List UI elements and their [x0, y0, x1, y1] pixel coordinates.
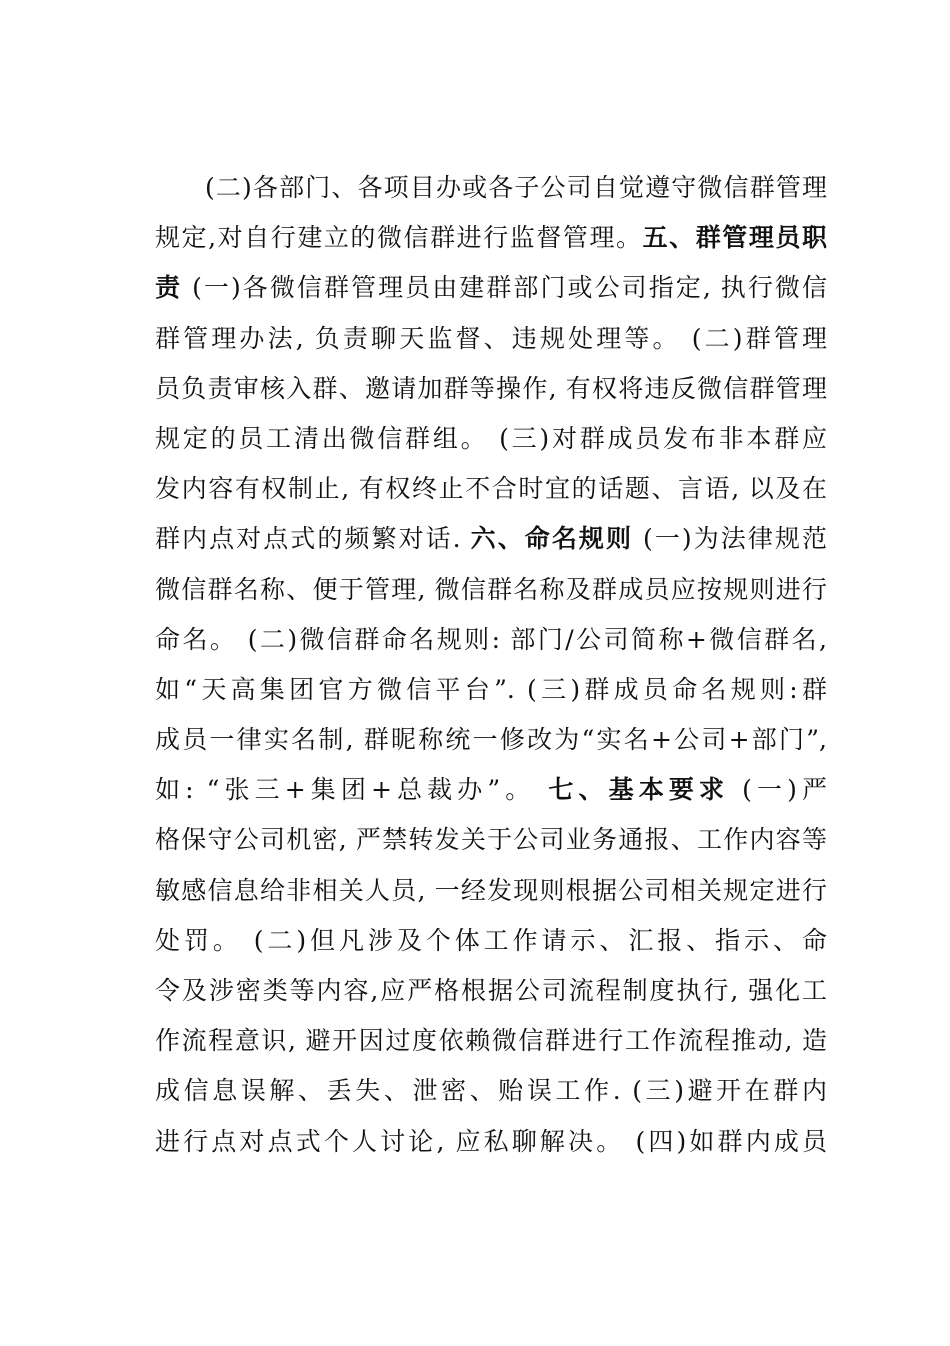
text-segment: 作流程意识, 避开因过度依赖微信群进行工作流程推动, 造 — [155, 1026, 827, 1056]
text-line — [155, 966, 827, 1016]
text-line — [155, 414, 827, 464]
text-line — [155, 163, 827, 213]
text-segment: 群内点对点式的频繁对话. — [155, 524, 471, 554]
section-heading: 责 — [155, 273, 183, 303]
text-line — [155, 1016, 827, 1066]
text-line — [155, 514, 827, 564]
text-segment: (一)严 — [729, 775, 827, 805]
text-segment: 发内容有权制止, 有权终止不合时宜的话题、言语, 以及在 — [155, 474, 827, 504]
text-line — [155, 765, 827, 815]
text-segment: (二)各部门、各项目办或各子公司自觉遵守微信群管理 — [205, 173, 827, 202]
text-segment: 如: “张三+集团+总裁办”。 — [155, 775, 549, 805]
text-segment: 敏感信息给非相关人员, 一经发现则根据公司相关规定进行 — [155, 875, 827, 905]
text-line — [155, 916, 827, 966]
section-heading: 七、基本要求 — [548, 775, 730, 805]
text-segment: 处罚。 (二)但凡涉及个体工作请示、汇报、指示、命 — [155, 925, 827, 955]
text-segment: 令及涉密类等内容,应严格根据公司流程制度执行, 强化工 — [155, 976, 827, 1005]
text-line — [155, 715, 827, 765]
text-segment: 规定,对自行建立的微信群进行监督管理。 — [155, 223, 643, 253]
text-segment: (一)为法律规范 — [633, 524, 827, 554]
text-line — [155, 314, 827, 364]
text-segment: 微信群名称、便于管理, 微信群名称及群成员应按规则进行 — [155, 574, 827, 604]
text-line — [155, 464, 827, 514]
text-line — [155, 1117, 827, 1167]
body-text — [155, 163, 827, 1167]
text-segment: 进行点对点式个人讨论, 应私聊解决。 (四)如群内成员 — [155, 1126, 827, 1156]
text-segment: 规定的员工清出微信群组。 (三)对群成员发布非本群应 — [155, 423, 827, 453]
text-line — [155, 866, 827, 916]
text-segment: 命名。 (二)微信群命名规则: 部门/公司简称+微信群名, — [155, 624, 827, 654]
text-segment: (一)各微信群管理员由建群部门或公司指定, 执行微信 — [182, 273, 827, 303]
text-segment: 员负责审核入群、邀请加群等操作, 有权将违反微信群管理 — [155, 373, 827, 403]
text-line — [155, 815, 827, 865]
text-line — [155, 263, 827, 313]
text-line — [155, 213, 827, 263]
section-heading: 五、群管理员职 — [642, 223, 827, 253]
section-heading: 六、命名规则 — [470, 524, 634, 554]
text-segment: 如“天高集团官方微信平台”. (三)群成员命名规则:群 — [155, 674, 827, 704]
text-line — [155, 665, 827, 715]
text-line — [155, 565, 827, 615]
text-segment: 群管理办法, 负责聊天监督、违规处理等。 (二)群管理 — [155, 323, 827, 353]
text-segment: 成信息误解、丢失、泄密、贻误工作. (三)避开在群内 — [155, 1076, 827, 1106]
text-line — [155, 1066, 827, 1116]
text-line — [155, 615, 827, 665]
text-segment: 格保守公司机密, 严禁转发关于公司业务通报、工作内容等 — [155, 825, 827, 855]
text-segment: 成员一律实名制, 群昵称统一修改为“实名+公司+部门”, — [155, 725, 827, 755]
text-line — [155, 364, 827, 414]
